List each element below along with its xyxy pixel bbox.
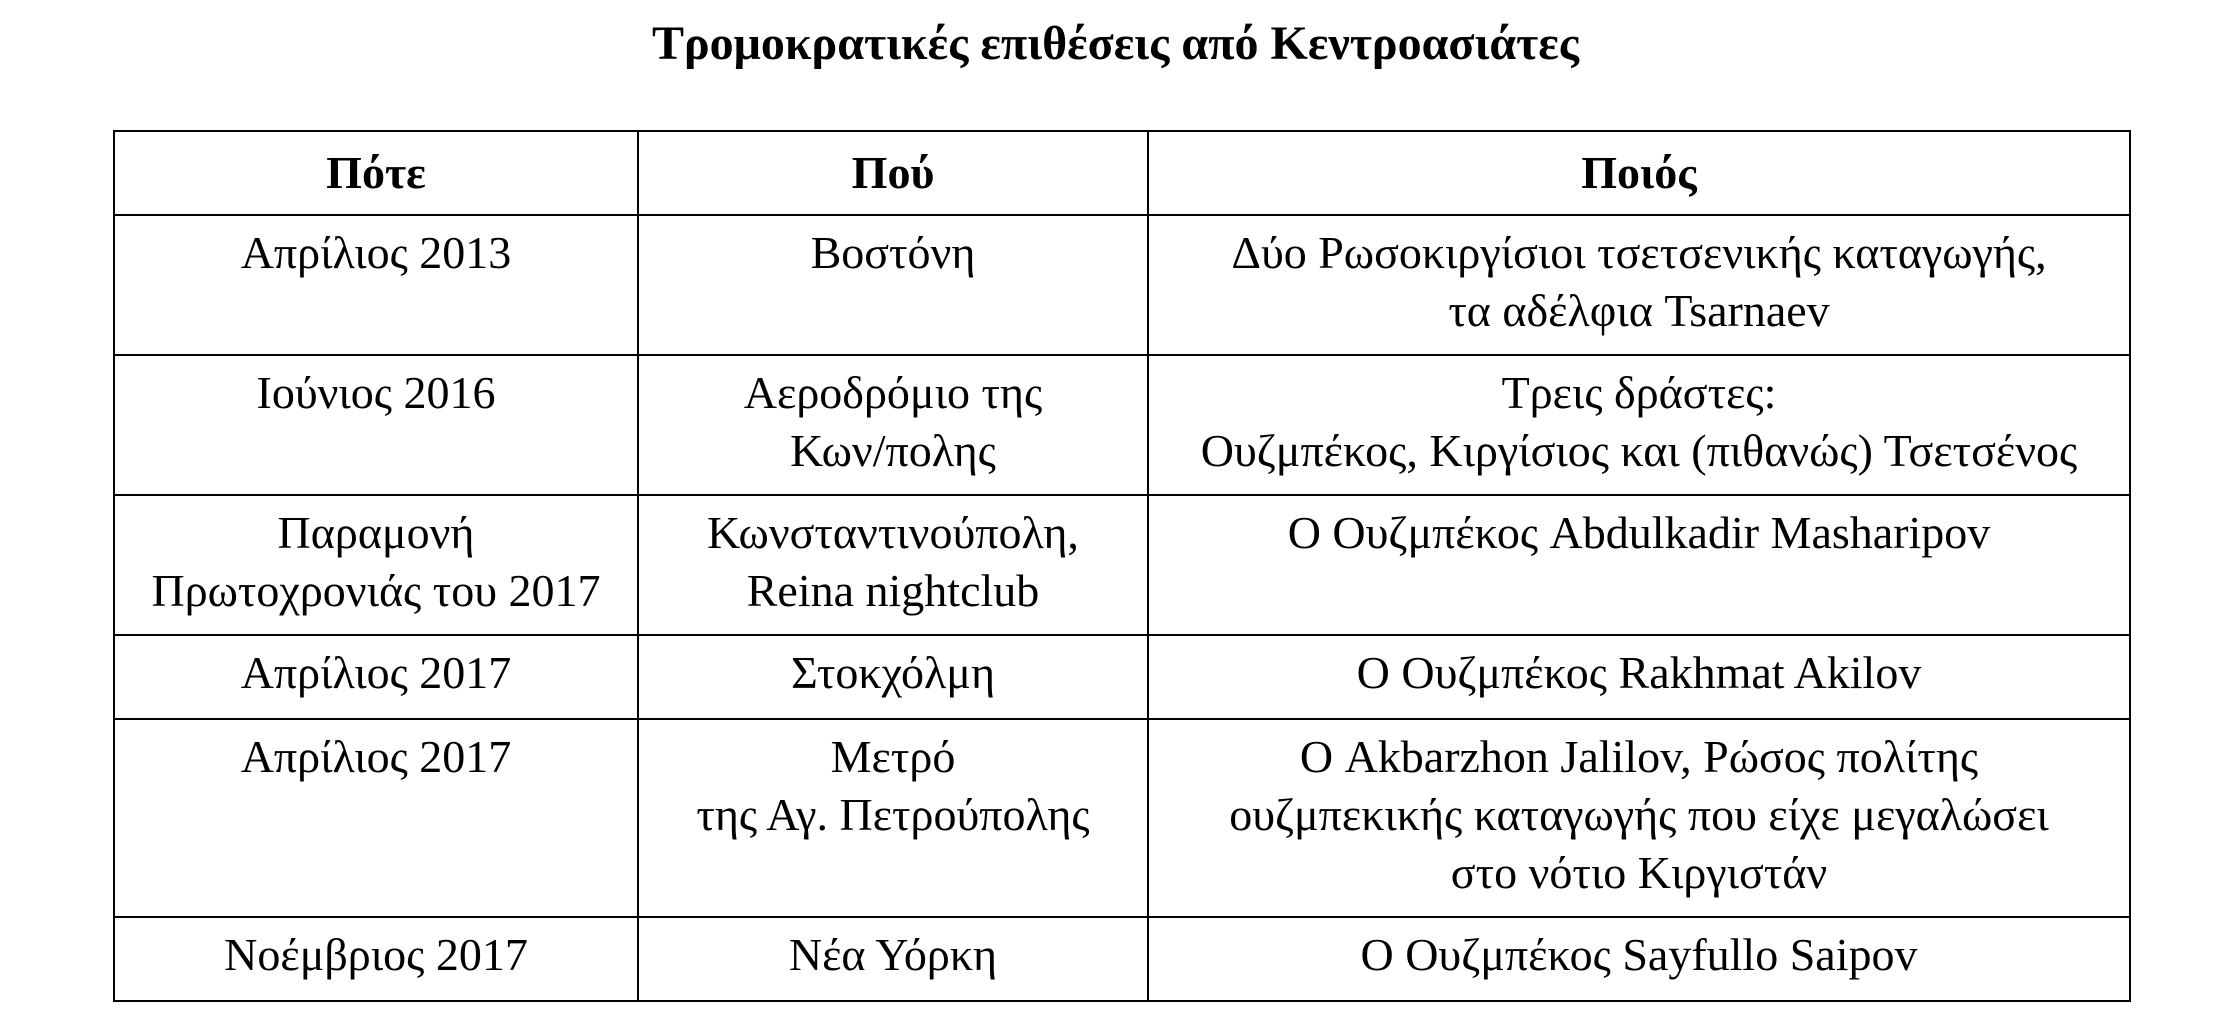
cell-text: Απρίλιος 2017 <box>240 647 512 698</box>
header-when: Πότε <box>114 131 638 215</box>
cell-where <box>638 495 1148 635</box>
cell-text: Τρεις δράστες: <box>1501 367 1777 418</box>
cell-text: Μετρό <box>830 731 956 782</box>
cell-text: Δύο Ρωσοκιργίσιοι τσετσενικής καταγωγής, <box>1231 227 2047 278</box>
cell-text: Κωνσταντινούπολη, <box>707 507 1079 558</box>
cell-text: Πρωτοχρονιάς του 2017 <box>151 565 601 616</box>
cell-text: Βοστόνη <box>810 227 976 278</box>
cell-text: τα αδέλφια Tsarnaev <box>1448 285 1830 336</box>
cell-text: Απρίλιος 2017 <box>240 731 512 782</box>
header-who: Ποιός <box>1148 131 2130 215</box>
cell-text: Στοκχόλμη <box>790 647 996 698</box>
table-row <box>114 355 2130 495</box>
cell-text: Ο Ουζμπέκος Sayfullo Saipov <box>1360 929 1918 980</box>
cell-text: Reina nightclub <box>746 565 1040 616</box>
cell-who <box>1148 215 2130 355</box>
cell-who <box>1148 355 2130 495</box>
cell-text: Αεροδρόμιο της <box>743 367 1043 418</box>
cell-where <box>638 355 1148 495</box>
cell-who <box>1148 917 2130 1001</box>
cell-text: Παραμονή <box>277 507 475 558</box>
page-title: Τρομοκρατικές επιθέσεις από Κεντροασιάτες <box>651 17 1580 70</box>
cell-where <box>638 215 1148 355</box>
table-row <box>114 719 2130 917</box>
cell-who <box>1148 635 2130 719</box>
cell-when <box>114 635 638 719</box>
attacks-table <box>113 130 2131 1002</box>
cell-text: Ο Akbarzhon Jalilov, Ρώσος πολίτης <box>1299 731 1979 782</box>
cell-text: Ο Ουζμπέκος Abdulkadir Masharipov <box>1287 507 1991 558</box>
cell-who <box>1148 719 2130 917</box>
cell-text: Κων/πολης <box>790 425 996 476</box>
table-row <box>114 635 2130 719</box>
cell-text: της Αγ. Πετρούπολης <box>696 789 1090 840</box>
cell-text: Ιούνιος 2016 <box>256 367 496 418</box>
cell-where <box>638 635 1148 719</box>
table-header-row <box>114 131 2130 215</box>
cell-where <box>638 719 1148 917</box>
cell-when <box>114 719 638 917</box>
cell-text: στο νότιο Κιργιστάν <box>1450 847 1828 898</box>
cell-text: Ουζμπέκος, Κιργίσιος και (πιθανώς) Τσετσένος <box>1200 425 2078 476</box>
cell-text: Νοέμβριος 2017 <box>224 929 528 980</box>
table-row <box>114 215 2130 355</box>
cell-when <box>114 215 638 355</box>
table-row <box>114 917 2130 1001</box>
cell-when <box>114 355 638 495</box>
cell-text: Απρίλιος 2013 <box>240 227 512 278</box>
cell-text: ουζμπεκικής καταγωγής που είχε μεγαλώσει <box>1229 789 2049 840</box>
cell-text: Ο Ουζμπέκος Rakhmat Akilov <box>1356 647 1922 698</box>
cell-where <box>638 917 1148 1001</box>
table-row <box>114 495 2130 635</box>
cell-who <box>1148 495 2130 635</box>
header-where: Πού <box>638 131 1148 215</box>
cell-text: Νέα Υόρκη <box>788 929 998 980</box>
cell-when <box>114 917 638 1001</box>
cell-when <box>114 495 638 635</box>
